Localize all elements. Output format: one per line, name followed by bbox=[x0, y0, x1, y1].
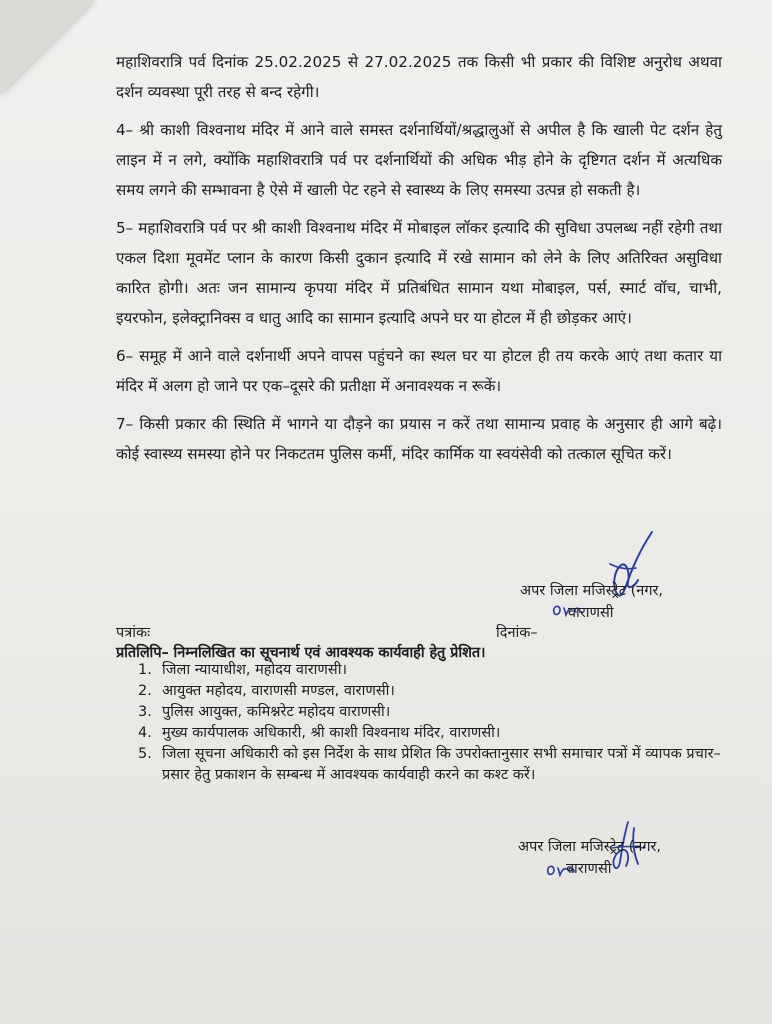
paragraph-6: 6– समूह में आने वाले दर्शनार्थी अपने वापस पहुंचने का स्थल घर या होटल ही तय करके आएं तथा कतार या मंदिर में अलग हो जाने पर एक–दूसरे की प्रतीक्षा में अनावश्यक न रूकें। bbox=[116, 347, 722, 395]
paragraph-3-continuation: महाशिवरात्रि पर्व दिनांक 25.02.2025 से 27.02.2025 तक किसी भी प्रकार की विशिष्ट अनुरोध अथवा दर्शन व्यवस्था पूरी तरह से बन्द रहेगी। bbox=[116, 53, 722, 101]
paragraph-5: 5– महाशिवरात्रि पर्व पर श्री काशी विश्वनाथ मंदिर में मोबाइल लॉकर इत्यादि की सुविधा उपलब्ध नहीं रहेगी तथा एकल दिशा मूवमेंट प्लान के कारण किसी दुकान इत्यादि में रखे सामान को लेने के लिए अतिरिक्त असुविधा कारित होगी। अतः जन सामान्य कृपया मंदिर में प्रतिबंधित सामान यथा मोबाइल, पर्स, स्मार्ट वॉच, चाभी, इयरफोन, इलेक्ट्रानिक्स व धातु आदि का सामान इत्यादि अपने घर या होटल में ही छोड़कर आएं। bbox=[116, 219, 722, 327]
office-location: वाराणसी bbox=[566, 861, 612, 877]
paragraph-7: 7– किसी प्रकार की स्थिति में भागने या दौड़ने का प्रयास न करें तथा सामान्य प्रवाह के अनुसार ही आगे बढ़े। कोई स्वास्थ्य समस्या होने पर निकटतम पुलिस कर्मी, मंदिर कार्मिक या स्वयंसेवी को तत्काल सूचित करें। bbox=[116, 415, 722, 463]
copy-recipients-list bbox=[138, 660, 738, 786]
list-number: 2. bbox=[138, 683, 152, 699]
list-number: 1. bbox=[138, 662, 152, 678]
list-item bbox=[138, 660, 738, 681]
copy-to-heading: प्रतिलिपि– निम्नलिखित का सूचनार्थ एवं आवश्यक कार्यवाही हेतु प्रेशित। bbox=[116, 645, 486, 661]
signature-block-1 bbox=[520, 580, 663, 624]
office-location: वाराणसी bbox=[568, 605, 614, 621]
list-number: 5. bbox=[138, 746, 152, 762]
list-item bbox=[138, 681, 738, 702]
recipient-text: मुख्य कार्यपालक अधिकारी, श्री काशी विश्वनाथ मंदिर, वाराणसी। bbox=[162, 725, 501, 741]
notice-body bbox=[116, 47, 722, 477]
recipient-text: जिला सूचना अधिकारी को इस निर्देश के साथ प्रेशित कि उपरोक्तानुसार सभी समाचार पत्रों में व्यापक प्रचार–प्रसार हेतु प्रकाशन के सम्बन्ध में आवश्यक कार्यवाही करने का कश्ट करें। bbox=[162, 746, 721, 783]
reference-number-label: पत्रांकः bbox=[116, 625, 151, 641]
folded-corner bbox=[0, 0, 95, 95]
recipient-text: पुलिस आयुक्त, कमिश्नरेट महोदय वाराणसी। bbox=[162, 704, 391, 720]
recipient-text: आयुक्त महोदय, वाराणसी मण्डल, वाराणसी। bbox=[162, 683, 395, 699]
list-item bbox=[138, 723, 738, 744]
list-number: 3. bbox=[138, 704, 152, 720]
list-number: 4. bbox=[138, 725, 152, 741]
list-item bbox=[138, 744, 738, 786]
date-label: दिनांक– bbox=[496, 625, 538, 641]
signature-block-2 bbox=[518, 836, 661, 880]
recipient-text: जिला न्यायाधीश, महोदय वाराणसी। bbox=[162, 662, 347, 678]
list-item bbox=[138, 702, 738, 723]
designation-line: अपर जिला मजिस्ट्रेट (नगर, bbox=[518, 839, 662, 855]
designation-line: अपर जिला मजिस्ट्रेट (नगर, bbox=[520, 583, 664, 599]
paragraph-4: 4– श्री काशी विश्वनाथ मंदिर में आने वाले समस्त दर्शनार्थियों/श्रद्धालुओं से अपील है कि खाली पेट दर्शन हेतु लाइन में न लगे, क्योंकि महाशिवरात्रि पर्व पर दर्शनार्थियों की अधिक भीड़ होने के दृष्टिगत दर्शन में अत्यधिक समय लगने की सम्भावना है ऐसे में खाली पेट रहने से स्वास्थ्य के लिए समस्या उत्पन्न हो सकती है। bbox=[116, 121, 722, 199]
